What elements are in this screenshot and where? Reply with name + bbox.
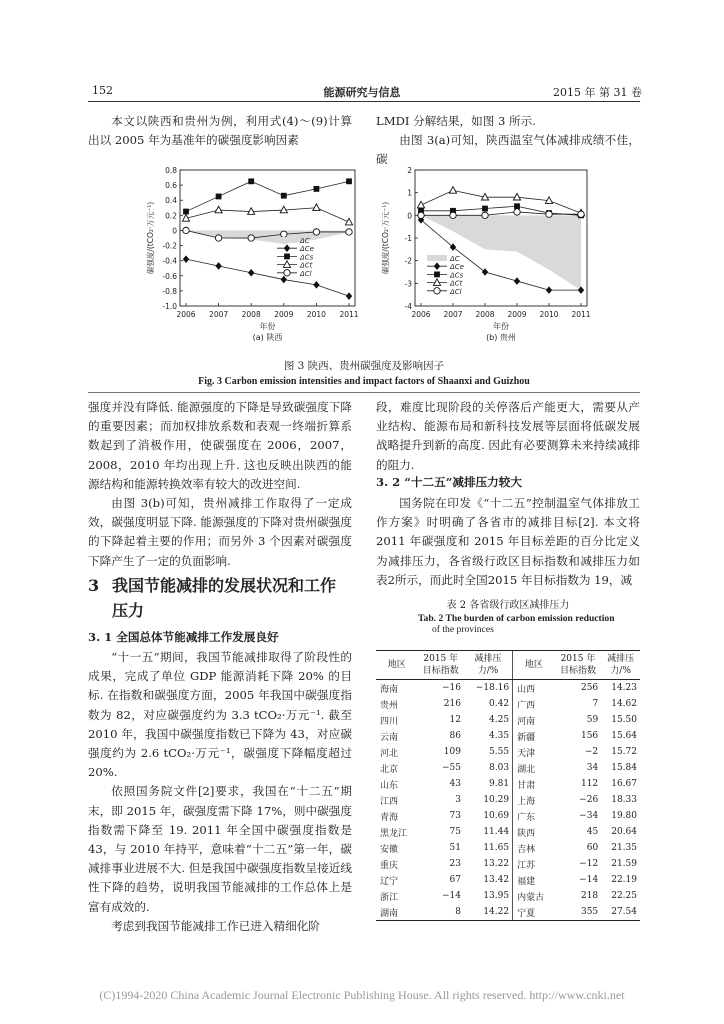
data-point (281, 193, 287, 199)
chart-guizhou (365, 160, 600, 348)
cell-region: 海南 (380, 684, 399, 695)
legend-label: ΔC (450, 255, 460, 263)
cell-target: 75 (449, 827, 461, 837)
data-point (449, 187, 456, 194)
shaded-area-dc (186, 230, 349, 244)
cell-burden: 11.65 (483, 843, 510, 853)
legend-marker (284, 244, 290, 252)
cell-target: 216 (443, 699, 461, 709)
cell-region: 北京 (380, 764, 399, 775)
data-point (450, 212, 456, 218)
y-axis-label: 碳强度/(tCO₂·万元⁻¹) (146, 201, 155, 275)
series-line (186, 208, 349, 222)
data-point (314, 186, 320, 192)
table-row (376, 728, 640, 744)
legend-label: ΔCe (450, 263, 464, 272)
data-point (482, 268, 488, 276)
data-point (345, 218, 352, 225)
cell-burden: 15.64 (611, 731, 637, 741)
right-column (376, 398, 640, 475)
cell-target: 256 (580, 683, 599, 693)
cell-region: 新疆 (513, 728, 555, 744)
right-para-2: 国务院在印发《“十二五”控制温室气体排放工作方案》时明确了各省市的减排目标[2]. 本文将 2011 年碳强度和 2015 年目标差距的百分比定义为减排压力，各省级行政区目标指数和减排压力如表2所示，而此时全国2015 年目标指数为 19，减 (376, 496, 640, 587)
legend-label: ΔCt (450, 279, 463, 288)
header-burden-2 (601, 651, 640, 680)
x-tick-label: 2008 (475, 310, 495, 319)
cell-region: 陕西 (513, 824, 555, 840)
figure-caption-en: Fig. 3 Carbon emission intensities and impact factors of Shaanxi and Guizhou (198, 376, 530, 387)
cell-burden: 21.35 (611, 843, 637, 853)
cell-region: 浙江 (380, 892, 399, 903)
y-tick-label: -2 (404, 256, 412, 266)
legend-marker (433, 279, 440, 286)
cell-burden: 15.72 (611, 747, 637, 757)
legend-label: ΔCl (300, 269, 312, 278)
header-burden2-line1: 减排压 (607, 654, 635, 664)
cell-region: 山西 (513, 680, 555, 697)
cell-burden: 27.54 (601, 904, 640, 921)
data-point (248, 269, 254, 277)
cell-target: 355 (555, 904, 601, 921)
data-point (578, 211, 584, 217)
cell-region: 江西 (380, 796, 399, 807)
cell-burden: 14.62 (611, 699, 637, 709)
header-burden (464, 651, 513, 680)
legend-marker (284, 270, 290, 276)
y-tick-label: -1.0 (162, 302, 177, 311)
x-axis-label: 年份 (259, 322, 276, 331)
left-para-2: 由图 3(b)可知，贵州减排工作取得了一定成效，碳强度明显下降. 能源强度的下降对贵州碳强度的下降起着主要的作用；而另外 3 个因素对碳强度下降产生了一定的负面影响. (88, 496, 352, 568)
cell-target: −14 (579, 875, 599, 885)
y-tick-label: 0 (407, 211, 412, 221)
y-axis-label: 碳强度/(tCO₂·万元⁻¹) (381, 201, 390, 275)
header-target-line2: 目标指数 (422, 666, 459, 676)
left-para-1: 强度并没有降低. 能源强度的下降是导致碳强度下降的重要因素；而加权排放系数和表观一终端折算系数起到了消极作用，使碳强度在 2006，2007，2008，2010 年均出现上升. 这也反映出陕西的能源结构和能源转换效率有较大的改进空间. (88, 400, 352, 491)
table-header-row (376, 651, 640, 680)
cell-region: 福建 (513, 872, 555, 888)
legend-label: ΔCe (300, 245, 314, 254)
legend-marker (284, 254, 290, 260)
section-3-number: 3 (88, 576, 100, 595)
data-point (513, 193, 520, 200)
panel-label: (a) 陕西 (252, 333, 283, 342)
y-tick-label: 0.6 (165, 181, 177, 191)
series-open-triangle (417, 187, 584, 216)
legend-swatch-shaded (427, 255, 447, 261)
cell-region: 青海 (380, 812, 399, 823)
cell-burden: 20.64 (611, 827, 637, 837)
data-point (450, 243, 456, 251)
legend-label: ΔC (300, 237, 310, 245)
header-target-2 (555, 651, 601, 680)
cell-region: 吉林 (513, 840, 555, 856)
y-tick-label: -0.2 (162, 241, 177, 251)
legend-marker (434, 272, 440, 278)
x-tick-label: 2007 (443, 310, 463, 319)
cell-burden: 8.03 (489, 763, 510, 773)
left-para-4: 依照国务院文件[2]要求，我国在“十二五”期末，即 2015 年，碳强度需下降 17%，则中碳强度指数需下降至 19. 2011 年全国中碳强度指数是 43，与 2010 年持平，意味着“十二五”第一年，碳减排事业进展不大. 但是我国中碳强度指数呈接近线性下降的趋势，说明我国节能减排的工作总体上是富有成效的. (88, 784, 352, 914)
cell-burden: 18.33 (611, 795, 637, 805)
y-tick-label: -1 (404, 234, 412, 243)
x-tick-label: 2006 (176, 310, 196, 319)
top-left-text (88, 112, 352, 150)
table-row (376, 872, 640, 888)
cell-region: 湖南 (376, 904, 418, 921)
data-point (248, 235, 254, 241)
y-tick-label: 0.2 (165, 211, 177, 221)
data-point (313, 281, 319, 289)
cell-burden: −18.16 (475, 683, 510, 693)
table-row (376, 696, 640, 712)
table-row (376, 888, 640, 904)
header-target2-line1: 2015 年 (560, 654, 596, 664)
header-target2-line2: 目标指数 (559, 666, 596, 676)
cell-target: 8 (418, 904, 464, 921)
cell-target: −26 (579, 795, 599, 805)
page-number: 152 (92, 84, 113, 97)
cell-region: 河南 (513, 712, 555, 728)
cell-target: 43 (449, 779, 461, 789)
figure-caption-cn: 图 3 陕西、贵州碳强度及影响因子 (283, 360, 445, 372)
cell-region: 广西 (513, 696, 555, 712)
left-column-lower (88, 648, 352, 936)
cell-burden: 21.59 (611, 859, 637, 869)
table-caption-en (418, 613, 615, 635)
cell-burden: 0.42 (489, 699, 510, 709)
cell-target: 86 (449, 731, 461, 741)
data-point (215, 262, 221, 270)
series-line (186, 181, 349, 211)
data-point (183, 227, 189, 233)
cell-target: 7 (592, 699, 599, 709)
cell-target: 60 (586, 843, 599, 853)
header-target-line1: 2015 年 (423, 654, 459, 664)
x-tick-label: 2009 (507, 310, 527, 319)
top-right-line1: LMDI 分解结果，如图 3 所示. (376, 114, 536, 128)
right-column-lower (376, 494, 640, 590)
cell-region: 河北 (380, 748, 399, 759)
header-burden-line1: 减排压 (474, 654, 502, 664)
table-caption-cn: 表 2 各省级行政区减排压力 (446, 600, 570, 611)
data-point (546, 286, 552, 294)
legend-swatch-shaded (277, 237, 297, 243)
cell-burden: 13.42 (483, 875, 510, 885)
data-point (281, 276, 287, 284)
cell-burden: 15.84 (611, 763, 637, 773)
cell-region: 安徽 (380, 844, 399, 855)
table-row (376, 840, 640, 856)
cell-target: 73 (449, 811, 461, 821)
table-row (376, 904, 640, 921)
cell-target: 218 (580, 891, 599, 901)
y-tick-label: -4 (404, 302, 412, 311)
x-tick-label: 2011 (571, 310, 591, 319)
subsection-3-2: 3. 2 “十二五”减排压力较大 (376, 475, 522, 489)
cell-target: −34 (579, 811, 599, 821)
cell-region: 山东 (380, 780, 399, 791)
cell-burden: 19.80 (611, 811, 637, 821)
data-point (417, 201, 424, 208)
y-tick-label: -0.4 (162, 256, 177, 266)
copyright-footer: (C)1994-2020 China Academic Journal Electronic Publishing House. All rights reserved. http://www.cnki.net (99, 988, 625, 1002)
cell-target: −16 (441, 683, 461, 693)
cell-target: 109 (443, 747, 461, 757)
cell-target: −2 (584, 747, 599, 757)
journal-title: 能源研究与信息 (323, 86, 401, 99)
y-tick-label: -0.6 (162, 271, 177, 281)
cell-target: 12 (449, 715, 461, 725)
series-line (186, 259, 349, 296)
cell-burden: 10.29 (483, 795, 510, 805)
cell-target: 59 (586, 715, 599, 725)
top-right-line2: 由图 3(a)可知，陕西温室气体减排成绩不佳，碳 (376, 133, 640, 167)
cell-burden: 11.44 (483, 827, 510, 837)
y-tick-label: 0.4 (165, 196, 177, 206)
cell-burden: 22.25 (611, 891, 637, 901)
table-row (376, 824, 640, 840)
shaded-area-dc (421, 215, 581, 290)
legend-marker (434, 262, 440, 270)
cell-burden: 4.35 (489, 731, 510, 741)
table-row (376, 808, 640, 824)
y-tick-label: 0 (172, 226, 177, 236)
data-point (482, 206, 488, 212)
y-tick-label: 1 (407, 188, 412, 198)
y-tick-label: -0.8 (162, 286, 177, 296)
x-tick-label: 2010 (539, 310, 559, 319)
cell-region: 重庆 (380, 860, 399, 871)
cell-region: 宁夏 (513, 904, 555, 921)
left-para-3: “十一五”期间，我国节能减排取得了阶段性的成果，完成了单位 GDP 能源消耗下降 20% 的目标. 在指数和碳强度方面，2005 年我国中碳强度指数为 82，对应碳强度约为 3.3 tCO₂·万元⁻¹. 截至 2010 年，我国中碳强度指数已下降为 43，对应碳强度约为 2.6 tCO₂·万元⁻¹，碳强度下降幅度超过 20%. (88, 650, 352, 780)
cell-region: 上海 (513, 792, 555, 808)
cell-target: 34 (586, 763, 599, 773)
data-point (346, 178, 352, 184)
x-tick-label: 2009 (274, 310, 294, 319)
cell-region: 云南 (380, 732, 399, 743)
header-burden-line2: 力/% (477, 666, 499, 676)
subsection-3-1: 3. 1 全国总体节能减排工作发展良好 (88, 630, 279, 644)
header-rule (88, 101, 640, 102)
cell-target: 112 (580, 779, 599, 789)
right-para-1: 段，难度比现阶段的关停落后产能更大，需要从产业结构、能源布局和新科技发展等层面将低碳发展战略提升到新的高度. 因此有必要测算未来持续减排的阻力. (376, 400, 640, 472)
header-region: 地区 (376, 651, 418, 680)
cell-target: 156 (580, 731, 599, 741)
legend-label: ΔCs (300, 253, 314, 262)
header-target (418, 651, 464, 680)
cell-burden: 14.23 (611, 683, 637, 693)
legend-marker (434, 288, 440, 294)
left-column (88, 398, 352, 571)
top-left-paragraph: 本文以陕西和贵州为例，利用式(4)～(9)计算出以 2005 年为基准年的碳强度影响因素 (88, 114, 352, 148)
data-point (215, 206, 222, 213)
data-point (248, 178, 254, 184)
cell-target: −55 (441, 763, 461, 773)
cell-burden: 16.67 (611, 779, 637, 789)
cell-region: 黑龙江 (380, 828, 408, 839)
data-point (216, 194, 222, 200)
cell-target: −12 (579, 859, 599, 869)
section-3-title-line1: 我国节能减排的发展状况和工作 (112, 576, 337, 595)
cell-region: 内蒙古 (513, 888, 555, 904)
data-point (346, 292, 352, 300)
header-burden2-line2: 力/% (610, 666, 631, 676)
cell-region: 广东 (513, 808, 555, 824)
table-row (376, 680, 640, 697)
cell-burden: 9.81 (489, 779, 510, 789)
cell-region: 天津 (513, 744, 555, 760)
cell-burden: 4.25 (489, 715, 510, 725)
cell-target: 45 (586, 827, 599, 837)
section-3-title (112, 573, 357, 623)
table-row (376, 712, 640, 728)
x-axis-label: 年份 (493, 322, 509, 331)
cell-region: 江苏 (513, 856, 555, 872)
legend-label: ΔCl (450, 287, 462, 296)
cell-target: 23 (449, 859, 461, 869)
table-row (376, 776, 640, 792)
cell-burden: 13.22 (483, 859, 510, 869)
cell-burden: 13.95 (483, 891, 510, 901)
table-row (376, 760, 640, 776)
cell-burden: 5.55 (489, 747, 510, 757)
y-tick-label: 0.8 (165, 166, 177, 175)
burden-table-wrap (376, 650, 640, 921)
cell-burden: 22.19 (611, 875, 637, 885)
cell-region: 湖北 (513, 760, 555, 776)
cell-region: 四川 (380, 716, 399, 727)
series-open-triangle (182, 204, 352, 225)
left-para-5: 考虑到我国节能减排工作已进入精细化阶 (111, 918, 320, 933)
data-point (546, 211, 552, 217)
table-row (376, 744, 640, 760)
table-caption-en-line2: of the provinces (432, 624, 494, 635)
cell-target: 67 (449, 875, 461, 885)
cell-burden: 15.50 (611, 715, 637, 725)
table-caption-en-line1: Tab. 2 The burden of carbon emission reduction (418, 613, 615, 624)
legend-marker (283, 261, 290, 268)
data-point (514, 209, 520, 215)
cell-region: 辽宁 (380, 876, 399, 887)
x-tick-label: 2006 (411, 310, 431, 319)
burden-table (376, 650, 640, 921)
x-tick-label: 2011 (339, 310, 359, 319)
series-line (421, 190, 581, 213)
cell-target: 3 (455, 795, 461, 805)
legend-label: ΔCt (300, 261, 313, 270)
header-region-2: 地区 (513, 651, 555, 680)
x-tick-label: 2008 (241, 310, 261, 319)
data-point (281, 231, 287, 237)
x-tick-label: 2010 (306, 310, 326, 319)
cell-region: 甘肃 (513, 776, 555, 792)
cell-target: 51 (449, 843, 461, 853)
table-row (376, 792, 640, 808)
chart-shaanxi (130, 160, 370, 348)
legend-label: ΔCs (450, 271, 464, 280)
data-point (346, 229, 352, 235)
data-point (183, 255, 189, 263)
data-point (418, 212, 424, 218)
table-row (376, 856, 640, 872)
y-tick-label: 2 (407, 166, 412, 175)
y-tick-label: -3 (404, 279, 412, 289)
figure-rule (88, 392, 640, 393)
legend (427, 255, 464, 296)
data-point (313, 229, 319, 235)
volume-info: 2015 年 第 31 卷 (553, 86, 642, 99)
series-filled-diamond (183, 255, 352, 300)
series-filled-square (183, 178, 352, 214)
section-3-title-line2: 压力 (112, 601, 145, 620)
x-tick-label: 2007 (209, 310, 229, 319)
cell-region: 贵州 (380, 700, 399, 711)
cell-burden: 14.22 (464, 904, 513, 921)
cell-target: −14 (441, 891, 461, 901)
data-point (215, 235, 221, 241)
data-point (313, 204, 320, 211)
data-point (482, 212, 488, 218)
data-point (183, 209, 189, 215)
panel-label: (b) 贵州 (486, 333, 516, 342)
data-point (514, 277, 520, 285)
cell-burden: 10.69 (483, 811, 510, 821)
